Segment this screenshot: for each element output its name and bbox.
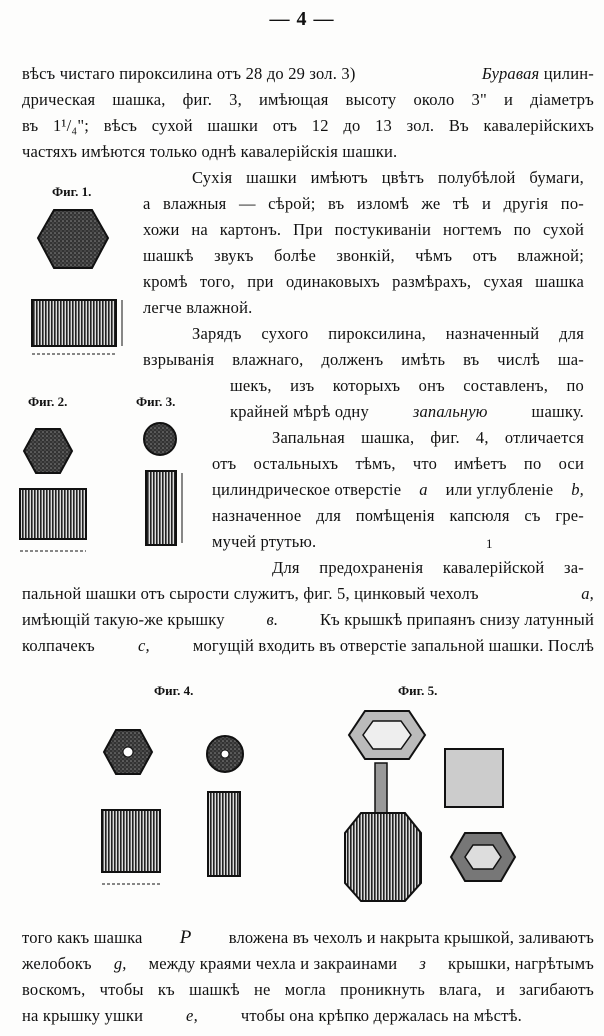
caption-fig-1: Фиг. 1.: [52, 184, 92, 199]
figure-3-illustration: [138, 415, 208, 565]
figure-1-illustration: [18, 200, 138, 360]
text-line-13: шекъ, изъ которыхъ онъ составленъ, по: [230, 376, 584, 395]
text-line-8: шашкѣ звукъ болѣе звонкій, чѣмъ отъ влажной;: [143, 246, 584, 265]
text-line-1: вѣсъ чистаго пироксилина отъ 28 до 29 зол. 3) Буравая цилин-: [22, 64, 594, 83]
caption-fig-2: Фиг. 2.: [28, 394, 68, 409]
figure-5-illustration: [335, 705, 590, 905]
caption-fig-4: Фиг. 4.: [154, 683, 194, 698]
text-line-25: желобокъ g, между краями чехла и закраинами з крышки, нагрѣтымъ: [22, 954, 594, 973]
text-line-24: того какъ шашка P вложена въ чехолъ и накрыта крышкой, заливаютъ: [22, 927, 594, 948]
text-line-16: отъ остальныхъ тѣмъ, что имѣетъ по оси: [212, 454, 584, 473]
text-line-2: дрическая шашка, фиг. 3, имѣющая высоту около 3" и діаметръ: [22, 90, 594, 109]
text-line-6: а влажныя — сѣрой; въ изломѣ же тѣ и другія по-: [143, 194, 584, 213]
text-line-19: мучей ртутью.: [212, 532, 317, 551]
caption-fig-5: Фиг. 5.: [398, 683, 438, 698]
text-line-10: легче влажной.: [143, 298, 253, 317]
text-line-23: колпачекъ c, могущій входить въ отверстіе запальной шашки. Послѣ: [22, 636, 594, 655]
text-line-15: Запальная шашка, фиг. 4, отличается: [272, 428, 584, 447]
text-line-12: взрыванія влажнаго, долженъ имѣть въ числѣ ша-: [143, 350, 584, 369]
text-line-26: воскомъ, чтобы къ шашкѣ не могла проникнуть влага, и загибаютъ: [22, 980, 594, 999]
text-line-27: на крышку ушки e, чтобы она крѣпко держалась на мѣстѣ.: [22, 1006, 522, 1025]
text-line-7: хожи на картонъ. При постукиваніи ногтемъ по сухой: [143, 220, 584, 239]
caption-fig-3: Фиг. 3.: [136, 394, 176, 409]
figure-4-illustration: [90, 720, 270, 895]
text-line-22: имѣющій такую-же крышку в. Къ крышкѣ припаянъ снизу латунный: [22, 610, 594, 629]
stray-mark: 1: [486, 536, 493, 551]
text-line-5: Сухія шашки имѣютъ цвѣтъ полубѣлой бумаги,: [192, 168, 584, 187]
figure-2-illustration: [10, 415, 120, 565]
text-line-11: Зарядъ сухого пироксилина, назначенный для: [192, 324, 584, 343]
text-line-4: частяхъ имѣются только однѣ кавалерійскія шашки.: [22, 142, 398, 161]
text-line-3: въ 1¹/₄"; вѣсъ сухой шашки отъ 12 до 13 зол. Въ кавалерійскихъ: [22, 116, 594, 135]
text-line-14: крайней мѣрѣ одну запальную шашку.: [230, 402, 584, 421]
text-line-9: кромѣ того, при одинаковыхъ размѣрахъ, сухая шашка: [143, 272, 584, 291]
text-line-20: Для предохраненія кавалерійской за-: [272, 558, 584, 577]
text-line-18: назначенное для помѣщенія капсюля съ гре-: [212, 506, 584, 525]
page-number: — 4 —: [269, 8, 335, 30]
text-line-21: пальной шашки отъ сырости служитъ, фиг. 5, цинковый чехолъ a,: [22, 584, 594, 603]
text-line-17: цилиндрическое отверстіе a или углубленіе b,: [212, 480, 584, 499]
